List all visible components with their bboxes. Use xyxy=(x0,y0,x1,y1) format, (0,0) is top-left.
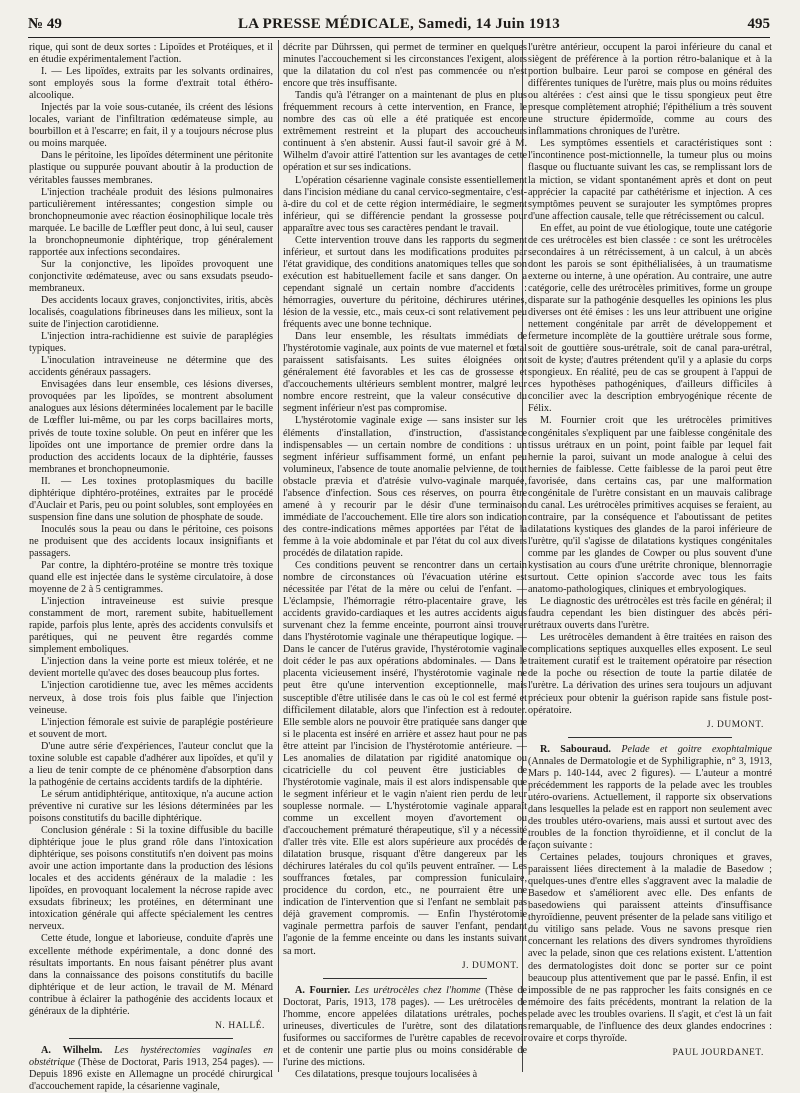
text-column-2 xyxy=(283,42,528,1080)
paragraph: L'opération césarienne vaginale consiste essentiellement dans l'incision médiane du canal cervico-segmentaire, c'est-à-dire du col et de cette région intermédiaire, le segment inférieur, qui se différencie pendant la grossesse pour apparaître avec tous ses caractères pendant le travail. xyxy=(283,174,527,234)
paragraph: Ces conditions peuvent se rencontrer dans un certain nombre de circonstances où l'évacuation utérine est nécessitée par l'état de la mère ou celui de l'enfant. — L'éclampsie, l'hémorragie rétro-placentaire grave, les accidents gravido-cardiaques et les autres accidents aigus survenant chez la femme enceinte, pourront ainsi trouver dans l'hystérotomie vaginale une thérapeutique logique. — Dans le cancer de l'utérus gravide, l'hystérotomie vaginale doit céder le pas aux opérations abdominales. — Dans le placenta vicieusement inséré, l'hystérotomie vaginale ne peut être qu'une intervention exceptionnelle, mais susceptible d'être utilisée dans le cas où le col est fermé et difficilement dilatable, alors que l'infection est à redouter. Elle semble alors ne pouvoir être pratiquée sans danger que si le placenta est inséré en arrière et assez haut pour ne pas être atteint par l'incision de l'hystérotomie antérieure. — Les anomalies de dilatation par rigidité anatomique ou cicatricielle du col peuvent être justiciables de l'hystérotomie vaginale, mais il est alors indispensable que le segment inférieur et le vagin n'aient rien perdu de leur souplesse normale. — L'hystérotomie vaginale apparaît comme un excellent moyen d'avortement ou d'accouchement prématuré thérapeutique, s'il y a nécessité d'aller très vite. Elle est alors supérieure aux procédés de dilatation brusque, risquant d'être dangereux par les déchirures latérales du col qu'ils peuvent entraîner. — Les souffrances fœtales, par compression funiculaire, procidence du cordon, etc., ne pourraient être une indication de l'intervention que si l'enfant ne semblait pas déjà gravement compromis. — Enfin l'hystérotomie vaginale permettra parfois de sauver l'enfant, pendant l'agonie de la femme enceinte ou dans les instants suivant sa mort. xyxy=(283,560,527,957)
paragraph: Les urétrocèles demandent à être traitées en raison des complications septiques auxquelles elles exposent. Le seul traitement curatif est le traitement opératoire par résection de la poche ou résection de toute la partie dilatée de l'urètre. La dérivation des urines sera toujours un adjuvant précieux pour obtenir la guérison rapide sans fistule post-opératoire. xyxy=(528,632,772,716)
column-divider xyxy=(278,40,279,1072)
paragraph: Cette intervention trouve dans les rapports du segment inférieur, et surtout dans les modifications produites par l'état gravidique, des conditions anatomiques telles que son exécution est habituellement facile et sans danger. On a cependant signalé un certain nombre d'accidents : hémorragies, ouverture du péritoine, déchirures utérines, lésion de la vessie, etc., mais ceux-ci sont relativement peu fréquents avec une bonne technique. xyxy=(283,234,527,331)
paragraph: Conclusion générale : Si la toxine diffusible du bacille diphtérique joue le plus grand rôle dans l'intoxication diphtérique, ses poisons constitutifs n'en doivent pas moins avoir une action importante dans la production des lésions locales et des accidents généraux de la maladie : les lipoïdes, en provoquant localement la nécrose rapide avec exsudats fibrineux; les protéines, en déterminant une intoxication générale qui affecte spécialement les centres nerveux. xyxy=(29,825,273,933)
paragraph: En effet, au point de vue étiologique, toute une catégorie de ces urétrocèles est bien classée : ce sont les urétrocèles secondaires à un rétrécissement, à un calcul, à un abcès dont les parois se sont épithélialisées, à un traumatisme externe ou interne, à une opération. Au contraire, une autre catégorie, celle des urétrocèles primitives, forme un groupe disparate sur la pathogénie desquelles les opinions les plus diverses ont été émises : les uns leur attribuent une origine nettement congénitale par arrêt de développement et fermeture incomplète de la gouttière urétrale sous forme, soit de gouttière sous-urétrale, soit de canal para-urétral, soit de kyste; d'autres prétendent qu'il y a aplasie du corps spongieux. En réalité, peu de cas se groupent à l'appui de ces hypothèses pathogéniques, d'ailleurs difficiles à concilier avec la description embryogénique récente de Félix. xyxy=(528,222,772,415)
paragraph: Tandis qu'à l'étranger on a maintenant de plus en plus fréquemment recours à cette intervention, en France, le nombre des cas où elle a été pratiquée est encore extrêmement restreint et la plupart des accoucheurs continuent à s'en abstenir. Aussi faut-il savoir gré à M. Wilhelm d'avoir attiré l'attention sur les avantages de cette opération et sur ses indications. xyxy=(283,90,527,174)
review-author: A. Fournier. xyxy=(295,984,351,996)
paragraph: Par contre, la diphtéro-protéine se montre très toxique quand elle est injectée dans le système circulatoire, à dose moyenne de 2 à 5 centigrammes. xyxy=(29,560,273,596)
paragraph: Inoculés sous la peau ou dans le péritoine, ces poisons ne produisent que des accidents locaux insignifiants et passagers. xyxy=(29,523,273,559)
review-author: A. Wilhelm. xyxy=(41,1044,103,1056)
author-signature: PAUL JOURDANET. xyxy=(672,1047,764,1058)
paragraph: Envisagées dans leur ensemble, ces lésions diverses, provoquées par les lipoïdes, se montrent absolument analogues aux lésions déterminées localement par le bacille de Lœffler lui-même, ou par les corps bacillaires morts, privés de toute toxine soluble. On peut en inférer que les lipoïdes ont une importance de premier ordre dans la production des accidents locaux de la diphtérie, fausses membranes et bronchopneumonie. xyxy=(29,379,273,475)
journal-title: LA PRESSE MÉDICALE, Samedi, 14 Juin 1913 xyxy=(237,16,561,32)
paragraph: Le diagnostic des urétrocèles est très facile en général; il faudra cependant les bien distinguer des abcès péri-urétraux ouverts dans l'urètre. xyxy=(528,596,772,632)
paragraph: D'une autre série d'expériences, l'auteur conclut que la toxine soluble est capable d'adhérer aux lipoïdes, et qu'il y a lieu de tenir compte de ce phénomène d'absorption dans la pathogénie de certains accidents tardifs de la diphtérie. xyxy=(29,740,273,788)
paragraph: rique, qui sont de deux sortes : Lipoïdes et Protéiques, et il en étudie expérimentalement l'action. xyxy=(29,42,273,66)
paragraph: L'hystérotomie vaginale exige — sans insister sur les éléments d'installation, d'instruction, d'assistance indispensables — un certain nombre de conditions : un segment inférieur suffisamment formé, un enfant peu volumineux, l'absence de toute anomalie pelvienne, de tout obstacle prævia et d'atrésie vulvo-vaginale marquée, l'absence d'infection. Sous ces réserves, on pourra être amené à y recourir par le désir d'une terminaison immédiate de l'accouchement. Elle tire alors son indication des contre-indications mêmes apportées par l'état de la femme à la voie abdominale et par l'état du col aux divers procédés de dilatation rapide. xyxy=(283,415,527,559)
paragraph: L'injection dans la veine porte est mieux tolérée, et ne devient mortelle qu'avec des doses beaucoup plus fortes. xyxy=(29,656,273,680)
paragraph: L'injection intraveineuse est suivie presque constamment de mort, rarement subite, habituellement rapide, parfois plus lente, après des accidents convulsifs et parétiques, qui ne peuvent être regardés comme simplement emboliques. xyxy=(29,596,273,656)
author-signature: J. DUMONT. xyxy=(461,960,519,971)
section-separator xyxy=(323,978,487,979)
section-separator xyxy=(568,737,732,738)
paragraph: Dans leur ensemble, les résultats immédiats de l'hystérotomie vaginale, aux points de vue maternel et fœtal paraissent satisfaisants. Les suites éloignées ont généralement été favorables et les cas de grossesse et d'accouchements ultérieurs semblent montrer, malgré leur nombre encore restreint, que la valeur consécutive du segment inférieur n'est pas compromise. xyxy=(283,331,527,415)
review-title: Les hystérectomies vaginales en obstétrique xyxy=(29,1044,273,1068)
text-column-1 xyxy=(29,42,274,1092)
review-entry xyxy=(29,1045,273,1093)
header-rule xyxy=(28,37,770,38)
paragraph: l'urètre antérieur, occupent la paroi inférieure du canal et siègent de préférence à la portion rétro-balanique et à la portion bulbaire. Leur paroi se compose en général des différentes tuniques de l'urètre, mais plus ou moins réduites ou altérées : c'est ainsi que le tissu spongieux peut être presque complètement atrophié; l'épithélium a très souvent une structure épidermoïde, comme au cours des inflammations chroniques de l'urètre. xyxy=(528,42,772,138)
paragraph: Injectés par la voie sous-cutanée, ils créent des lésions locales, variant de l'infiltration œdémateuse simple, au bourbillon et à l'escarre; en fait, il y a toujours nécrose plus ou moins marquée. xyxy=(29,102,273,150)
issue-number: № 49 xyxy=(28,16,62,32)
review-text: (Thèse de Doctorat, Paris, 1913, 178 pages). — Les urétrocèles de l'homme, encore appelées dilatations urétrales, poches urineuses, diverticules de l'urètre, sont des dilatations fusiformes ou sacciformes de l'urètre capables de recevoir et de contenir une partie plus ou moins considérable de l'urine des mictions. xyxy=(283,984,528,1068)
text-column-3 xyxy=(528,42,772,1072)
paragraph: L'injection intra-rachidienne est suivie de paraplégies typiques. xyxy=(29,331,273,355)
paragraph: L'inoculation intraveineuse ne détermine que des accidents généraux passagers. xyxy=(29,355,273,379)
paragraph: décrite par Dührssen, qui permet de terminer en quelques minutes l'accouchement si les circonstances l'exigent, alors que la dilatation du col n'est pas commencée ou n'est encore que très insuffisante. xyxy=(283,42,527,90)
review-text: (Thèse de Doctorat, Paris 1913, 254 pages). — Depuis 1896 existe en Allemagne un procédé chirurgical d'accouchement rapide, la césarienne vaginale, xyxy=(29,1056,274,1092)
review-author: R. Sabouraud. xyxy=(540,743,611,755)
review-title: Les urétrocèles chez l'homme xyxy=(354,984,481,996)
paragraph: L'injection trachéale produit des lésions pulmonaires particulièrement intéressantes; congestion simple ou bronchopneumonie avec réaction éosinophilique locale très marquée. Le bacille de Lœffler peut donc, à lui seul, causer la bronchopneumonie diphtérique, trop généralement rapportée aux infections secondaires. xyxy=(29,186,273,258)
review-entry xyxy=(528,744,772,852)
paragraph: Ces dilatations, presque toujours localisées à xyxy=(295,1068,478,1080)
paragraph: II. — Les toxines protoplasmiques du bacille diphtérique diphtéro-protéines, extraites par le procédé d'Auclair et Paris, peu ou point solubles, sont employées en suspension fine dans une solution de phosphate de soude. xyxy=(29,475,273,523)
review-text: (Annales de Dermatologie et de Syphiligraphie, n° 3, 1913, Mars p. 140-144, avec 2 figures). — L'auteur a montré précédemment les rapports de la pelade avec les troubles utéro-ovariens. Actuellement, il rapporte six observations dans lesquelles la pelade est en rapport non seulement avec des troubles utéro-ovariens, mais aussi et surtout avec des troubles de la fonction thyroïdienne, et il conclut de la façon suivante : xyxy=(528,755,772,852)
paragraph: Les symptômes essentiels et caractéristiques sont : l'incontinence post-mictionnelle, la tumeur plus ou moins flasque ou fluctuante suivant les cas, se remplissant lors de la miction, se vidant spontanément après et dont on peut apprécier la capacité par cathétérisme et injection. A ces symptômes peuvent se surajouter les symptômes propres d'une affection causale, telle que rétrécissement ou calcul. xyxy=(528,138,772,222)
paragraph: Certaines pelades, toujours chroniques et graves, paraissent liées directement à la maladie de Basedow ; quelques-unes d'entre elles s'aggravent avec la maladie de Basedow et s'améliorent avec elle. Des enfants de basedowiens qui paraissent atteints d'insuffisance thyroïdienne, peuvent présenter de la pelade sans vitiligo et du vitiligo sans pelade. Vous ne savons presque rien concernant les relations des divers syndromes thyroïdiens avec la pelade, sinon que ces relations existent. L'attention des dermatologistes doit donc se porter sur ce point beaucoup plus attentivement que par le passé. Enfin, il est impossible de ne pas rapprocher les faits consignés en ce mémoire des faits précédents, montrant la relation de la pelade avec les troubles ovariens. Il s'agit, et c'est là un fait remarquable, de l'influence des deux glandes endocrines : ovaire et corps thyroïde. xyxy=(528,852,772,1044)
paragraph: Le sérum antidiphtérique, antitoxique, n'a aucune action préventive ni curative sur les lésions déterminées par les poisons constitutifs du bacille diphtérique. xyxy=(29,788,273,824)
paragraph: I. — Les lipoïdes, extraits par les solvants ordinaires, sont employés sous la forme d'extrait total éthéro-alcoolique. xyxy=(29,66,273,102)
paragraph: M. Fournier croit que les urétrocèles primitives congénitales s'expliquent par une faiblesse congénitale des tissus urétraux en un point, point faible par lequel fait hernie la paroi, suivant un mode analogue à celui des hernies de faiblesse. Cette faiblesse de la paroi peut être favorisée, dans certains cas, par une malformation congénitale de l'urètre consistant en un mauvais calibrage du canal. Les urétrocèles primitives acquises se feraient, au contraire, par la conséquence et l'aboutissant de petites dilatations kystiques des glandes de la paroi inférieure de l'urètre, qu'il s'agisse de dilatations kystiques congénitales comme par les glandes de Cowper ou plus souvent d'une kystisation au cours d'une urétrite chronique, blennorragie surtout. Cette opinion s'accorde avec tous les faits anatomo-pathologiques, cliniques et embryologiques. xyxy=(528,415,772,596)
paragraph: Cette étude, longue et laborieuse, conduite d'après une excellente méthode expérimentale, a donc donné des résultats importants. En nous faisant pénétrer plus avant dans la connaissance des poisons constitutifs du bacille diphtérique et de leur action, le travail de M. Ménard contribue à éclairer la pathogénie des accidents locaux et généraux de la diphtérie. xyxy=(29,933,273,1017)
section-separator xyxy=(69,1038,233,1039)
paragraph: Dans le péritoine, les lipoïdes déterminent une péritonite plastique ou suppurée pouvant aboutir à la production de véritables fausses membranes. xyxy=(29,150,273,186)
paragraph: L'injection fémorale est suivie de paraplégie postérieure et souvent de mort. xyxy=(29,716,273,740)
page-header xyxy=(28,14,770,36)
review-entry xyxy=(283,985,527,1069)
paragraph: L'injection carotidienne tue, avec les mêmes accidents nerveux, à dose trois fois plus faible que l'injection veineuse. xyxy=(29,680,273,716)
review-title: Pelade et goitre exophtalmique xyxy=(621,743,772,755)
paragraph: Des accidents locaux graves, conjonctivites, iritis, abcès localisés, coagulations fibrineuses dans les milieux, sont la suite de l'injection carotidienne. xyxy=(29,294,273,331)
author-signature: J. DUMONT. xyxy=(706,719,764,730)
page-number: 495 xyxy=(747,16,770,32)
author-signature: N. HALLÉ. xyxy=(215,1020,265,1031)
paragraph: Sur la conjonctive, les lipoïdes provoquent une conjonctivite œdémateuse, avec ou sans exsudats pseudo-membraneux. xyxy=(29,258,273,294)
